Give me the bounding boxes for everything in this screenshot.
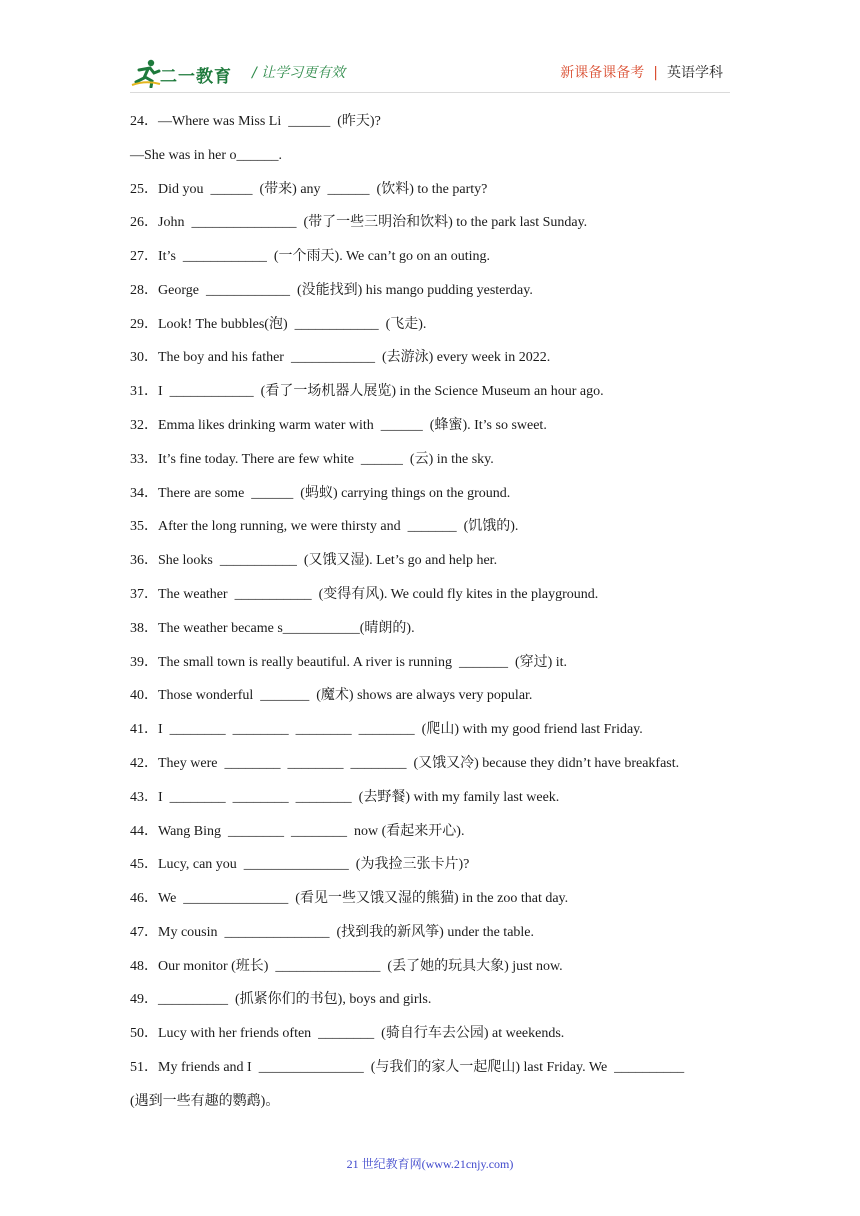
logo-text: 二一教育 [160,67,232,87]
question-line: 37．The weather ___________ (变得有风). We could fly kites in the playground. [130,587,599,602]
question-line: 25．Did you ______ (带来) any ______ (饮料) to the party? [130,182,488,197]
question-line: 41．I ________ ________ ________ ________ (爬山) with my good friend last Friday. [130,722,643,737]
question-line: 39．The small town is really beautiful. A river is running _______ (穿过) it. [130,655,568,670]
header-divider: | [653,65,658,81]
question-line: (遇到一些有趣的鹦鹉)。 [130,1094,280,1109]
page-header [0,0,860,100]
question-line: 51．My friends and I _______________ (与我们的家人一起爬山) last Friday. We __________ [130,1060,685,1075]
question-line: 38．The weather became s___________(晴朗的). [130,621,415,636]
question-line: 48．Our monitor (班长) _______________ (丢了她的玩具大象) just now. [130,959,563,974]
question-line: —She was in her o______. [130,148,283,163]
question-line: 31．I ____________ (看了一场机器人展览) in the Science Museum an hour ago. [130,384,604,399]
question-line: 36．She looks ___________ (又饿又湿). Let’s go and help her. [130,553,498,568]
question-line: 50．Lucy with her friends often ________ (骑自行车去公园) at weekends. [130,1026,565,1041]
question-line: 47．My cousin _______________ (找到我的新风筝) under the table. [130,925,535,940]
header-subject-info [560,62,723,82]
question-line: 26．John _______________ (带了一些三明治和饮料) to the park last Sunday. [130,215,588,230]
question-line: 33．It’s fine today. There are few white ______ (云) in the sky. [130,452,494,467]
question-line: 30．The boy and his father ____________ (去游泳) every week in 2022. [130,350,551,365]
question-line: 34．There are some ______ (蚂蚁) carrying things on the ground. [130,486,511,501]
logo [130,58,242,90]
page-footer: 21 世纪教育网(www.21cnjy.com) [346,1157,514,1171]
question-line: 43．I ________ ________ ________ (去野餐) with my family last week. [130,790,560,805]
question-line: 46．We _______________ (看见一些又饿又湿的熊猫) in the zoo that day. [130,891,569,906]
question-line: 44．Wang Bing ________ ________ now (看起来开心). [130,824,465,839]
slogan: / 让学习更有效 [252,65,346,81]
question-line: 32．Emma likes drinking warm water with ______ (蜂蜜). It’s so sweet. [130,418,547,433]
question-line: 27．It’s ____________ (一个雨天). We can’t go on an outing. [130,249,490,264]
header-rule [130,92,730,93]
question-line: 42．They were ________ ________ ________ (又饿又冷) because they didn’t have breakfast. [130,756,680,771]
question-line: 45．Lucy, can you _______________ (为我捡三张卡片)? [130,857,470,872]
runner-logo-icon [130,58,162,88]
question-line: 49．__________ (抓紧你们的书包), boys and girls. [130,992,432,1007]
question-line: 24．—Where was Miss Li ______ (昨天)? [130,114,381,129]
header-tagline: 新课备课备考 [560,65,645,81]
question-line: 40．Those wonderful _______ (魔术) shows are always very popular. [130,688,533,703]
question-line: 29．Look! The bubbles(泡) ____________ (飞走). [130,317,427,332]
question-line: 35．After the long running, we were thirsty and _______ (饥饿的). [130,519,519,534]
header-subject: 英语学科 [667,65,723,81]
question-line: 28．George ____________ (没能找到) his mango pudding yesterday. [130,283,533,298]
